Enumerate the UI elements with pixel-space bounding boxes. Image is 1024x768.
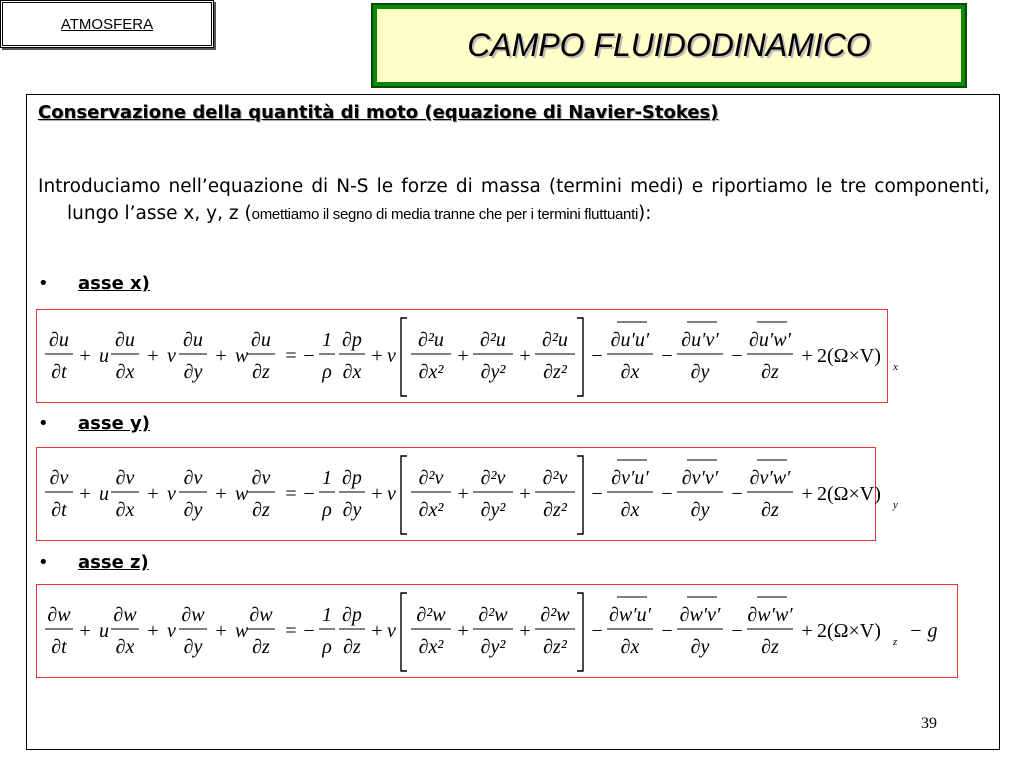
fraction-denominator: ∂z [761, 361, 779, 383]
operator: − [303, 345, 315, 367]
fraction-numerator: ∂u′u′ [610, 329, 650, 351]
fraction-numerator: ∂²u [418, 329, 444, 351]
fraction-numerator: ∂²v [542, 467, 568, 489]
fraction-numerator: ∂u [251, 329, 271, 351]
fraction-numerator: ∂v [251, 467, 271, 489]
velocity-symbol: u [99, 345, 109, 367]
equation-y [36, 447, 898, 541]
bullet-marker: • [38, 552, 49, 573]
coriolis-subscript: x [893, 361, 898, 373]
fraction-denominator: ∂z² [543, 636, 567, 658]
fraction-denominator: ∂y² [480, 361, 506, 383]
fraction-numerator: ∂v′v′ [681, 467, 719, 489]
fraction-numerator: ∂w′v′ [679, 604, 721, 626]
equation-x-formula [37, 310, 898, 402]
fraction-numerator: ∂w [249, 604, 273, 626]
fraction-numerator: 1 [322, 604, 332, 626]
velocity-symbol: u [99, 483, 109, 505]
operator: − [591, 620, 603, 642]
fraction-denominator: ∂t [51, 361, 67, 383]
viscosity-symbol: ν [387, 483, 396, 505]
bullet-label-y: asse y) [78, 413, 151, 434]
equation-z [36, 584, 958, 678]
operator: + [147, 483, 159, 505]
intro-end: ): [637, 203, 652, 224]
operator: + [147, 345, 159, 367]
coriolis-subscript: z [893, 636, 898, 648]
page-number: 39 [921, 715, 937, 732]
velocity-symbol: u [99, 620, 109, 642]
fraction-denominator: ∂x² [418, 499, 444, 521]
slide-content [26, 94, 1000, 750]
fraction-denominator: ∂z² [543, 499, 567, 521]
fraction-numerator: ∂v′u′ [611, 467, 649, 489]
operator: + [371, 620, 383, 642]
bullet-marker: • [38, 273, 49, 294]
fraction-numerator: ∂u [49, 329, 69, 351]
fraction-denominator: ρ [322, 361, 332, 383]
fraction-denominator: ∂x² [418, 361, 444, 383]
fraction-numerator: ∂v [115, 467, 135, 489]
operator: + [147, 620, 159, 642]
fraction-denominator: ∂z [761, 636, 779, 658]
operator: − [661, 483, 673, 505]
fraction-denominator: ∂x [115, 499, 135, 521]
fraction-denominator: ∂z² [543, 361, 567, 383]
coriolis-term: 2(Ω×V) [817, 620, 881, 642]
fraction-denominator: ∂y [690, 636, 710, 658]
velocity-symbol: w [235, 483, 249, 505]
fraction-denominator: ∂t [51, 636, 67, 658]
operator: + [457, 483, 469, 505]
operator: − [731, 345, 743, 367]
operator: = [285, 620, 297, 642]
fraction-denominator: ∂y [690, 361, 710, 383]
fraction-denominator: ∂x [115, 636, 135, 658]
fraction-numerator: ∂w′u′ [609, 604, 651, 626]
bullet-label-x: asse x) [78, 273, 150, 294]
operator: + [457, 345, 469, 367]
fraction-numerator: ∂v′w′ [749, 467, 791, 489]
bullet-marker: • [38, 413, 49, 434]
operator: = [285, 345, 297, 367]
fraction-denominator: ∂z [252, 361, 270, 383]
operator: + [457, 620, 469, 642]
bracket-left [401, 593, 407, 671]
coriolis-term: 2(Ω×V) [817, 345, 881, 367]
operator: + [801, 483, 813, 505]
fraction-numerator: 1 [322, 329, 332, 351]
operator: − [591, 345, 603, 367]
fraction-denominator: ∂y [342, 499, 362, 521]
operator: + [801, 620, 813, 642]
coriolis-subscript: y [893, 499, 898, 511]
velocity-symbol: v [167, 345, 176, 367]
fraction-numerator: ∂v [183, 467, 203, 489]
velocity-symbol: w [235, 345, 249, 367]
bracket-left [401, 318, 407, 396]
fraction-numerator: ∂²v [480, 467, 506, 489]
operator: + [215, 620, 227, 642]
operator: + [79, 620, 91, 642]
fraction-denominator: ∂t [51, 499, 67, 521]
fraction-numerator: ∂w [47, 604, 71, 626]
viscosity-symbol: ν [387, 345, 396, 367]
equation-x [36, 309, 898, 403]
bracket-right [577, 456, 583, 534]
fraction-numerator: ∂u [183, 329, 203, 351]
fraction-denominator: ∂z [761, 499, 779, 521]
equation-y-formula [37, 448, 898, 540]
fraction-denominator: ρ [322, 636, 332, 658]
operator: − [303, 620, 315, 642]
viscosity-symbol: ν [387, 620, 396, 642]
fraction-numerator: ∂²u [542, 329, 568, 351]
operator: + [371, 345, 383, 367]
fraction-numerator: ∂²v [418, 467, 444, 489]
fraction-denominator: ∂y² [480, 636, 506, 658]
operator: + [519, 345, 531, 367]
velocity-symbol: w [235, 620, 249, 642]
slide-title: CAMPO FLUIDODINAMICO [373, 5, 965, 86]
fraction-denominator: ∂z [252, 499, 270, 521]
velocity-symbol: v [167, 483, 176, 505]
operator: + [801, 345, 813, 367]
intro-paragraph [38, 173, 990, 228]
fraction-denominator: ∂y [183, 636, 203, 658]
operator: + [79, 345, 91, 367]
fraction-denominator: ρ [322, 499, 332, 521]
section-tag: ATMOSFERA [0, 0, 214, 48]
operator: = [285, 483, 297, 505]
operator: − [591, 483, 603, 505]
fraction-numerator: ∂u′w′ [749, 329, 791, 351]
fraction-numerator: ∂w′w′ [747, 604, 793, 626]
fraction-numerator: ∂p [342, 467, 362, 489]
operator: − [661, 620, 673, 642]
coriolis-term: 2(Ω×V) [817, 483, 881, 505]
section-heading: Conservazione della quantità di moto (equazione di Navier-Stokes) [38, 102, 719, 123]
operator: + [215, 483, 227, 505]
fraction-denominator: ∂z [343, 636, 361, 658]
operator: + [79, 483, 91, 505]
fraction-denominator: ∂z [252, 636, 270, 658]
fraction-denominator: ∂x [620, 361, 640, 383]
fraction-numerator: ∂p [342, 604, 362, 626]
fraction-denominator: ∂y [183, 499, 203, 521]
bullet-x [38, 273, 150, 294]
fraction-numerator: ∂²w [416, 604, 446, 626]
operator: − [661, 345, 673, 367]
operator: − [731, 620, 743, 642]
operator: + [519, 483, 531, 505]
fraction-denominator: ∂x [342, 361, 362, 383]
fraction-numerator: ∂u′v′ [681, 329, 719, 351]
fraction-denominator: ∂y [183, 361, 203, 383]
fraction-denominator: ∂y [690, 499, 710, 521]
intro-main: Introduciamo nell’equazione di N-S le forze di massa (termini medi) e riportiamo le tre componenti, lungo l’asse x, y, z ( [38, 176, 990, 224]
operator: + [371, 483, 383, 505]
operator: + [215, 345, 227, 367]
bullet-y [38, 413, 150, 434]
fraction-numerator: ∂u [115, 329, 135, 351]
fraction-numerator: ∂v [49, 467, 69, 489]
intro-note: omettiamo il segno di media tranne che per i termini fluttuanti [251, 206, 638, 223]
bracket-left [401, 456, 407, 534]
equation-z-formula [37, 585, 957, 677]
bracket-right [577, 318, 583, 396]
operator: + [519, 620, 531, 642]
fraction-denominator: ∂x² [418, 636, 444, 658]
operator: − [303, 483, 315, 505]
fraction-denominator: ∂x [620, 499, 640, 521]
gravity-term: − g [909, 620, 938, 642]
fraction-numerator: ∂p [342, 329, 362, 351]
fraction-numerator: ∂²w [478, 604, 508, 626]
operator: − [731, 483, 743, 505]
fraction-numerator: ∂²u [480, 329, 506, 351]
velocity-symbol: v [167, 620, 176, 642]
fraction-numerator: 1 [322, 467, 332, 489]
bracket-right [577, 593, 583, 671]
fraction-numerator: ∂w [181, 604, 205, 626]
fraction-denominator: ∂x [620, 636, 640, 658]
fraction-denominator: ∂x [115, 361, 135, 383]
fraction-numerator: ∂w [113, 604, 137, 626]
fraction-denominator: ∂y² [480, 499, 506, 521]
bullet-label-z: asse z) [78, 552, 149, 573]
bullet-z [38, 552, 149, 573]
fraction-numerator: ∂²w [540, 604, 570, 626]
